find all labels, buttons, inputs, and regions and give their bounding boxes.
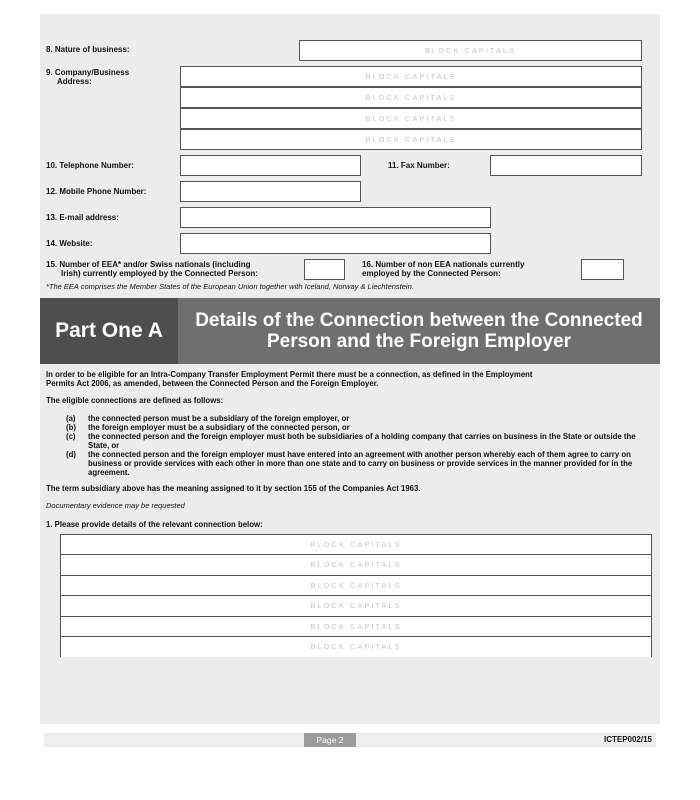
connection-item: [46, 414, 644, 423]
address-label-line1: 9. Company/Business: [46, 68, 130, 77]
address-input-line1[interactable]: BLOCK CAPITALS: [180, 66, 642, 87]
nature-of-business-input[interactable]: BLOCK CAPITALS: [299, 40, 642, 61]
connection-details-line5[interactable]: BLOCK CAPITALS: [60, 616, 652, 637]
mobile-input[interactable]: [180, 181, 361, 202]
connection-text: the connected person and the foreign employer must both be subsidiaries of a holding company that carries on business in the State or outside the State, or: [88, 432, 636, 450]
telephone-label: 10. Telephone Number:: [46, 161, 134, 170]
evidence-note: Documentary evidence may be requested: [46, 501, 185, 510]
connection-details-line1[interactable]: BLOCK CAPITALS: [60, 534, 652, 555]
non-eea-count-label-line2: employed by the Connected Person:: [362, 269, 501, 278]
intro-line1: In order to be eligible for an Intra-Company Transfer Employment Permit there must be a connection, as defined in the Employment: [46, 370, 533, 379]
fax-input[interactable]: [490, 155, 642, 176]
mobile-label: 12. Mobile Phone Number:: [46, 187, 147, 196]
connection-key: (b): [66, 423, 76, 432]
address-input-line4[interactable]: BLOCK CAPITALS: [180, 129, 642, 150]
website-label: 14. Website:: [46, 239, 93, 248]
subsidiary-note: The term subsidiary above has the meaning assigned to it by section 155 of the Companies Act 1963.: [46, 484, 421, 493]
eea-count-label-line2: Irish) currently employed by the Connected Person:: [61, 269, 258, 278]
connection-details-line6[interactable]: BLOCK CAPITALS: [60, 636, 652, 657]
connection-item: [46, 423, 644, 432]
connection-item: [46, 432, 644, 450]
document-code: ICTEP002/15: [603, 735, 652, 744]
connection-text: the connected person must be a subsidiary of the foreign employer, or: [88, 414, 350, 423]
connection-item: [46, 450, 644, 477]
intro-line2: Permits Act 2006, as amended, between the Connected Person and the Foreign Employer.: [46, 379, 379, 388]
eea-count-label-line1: 15. Number of EEA* and/or Swiss nationals (including: [46, 260, 251, 269]
connection-key: (d): [66, 450, 76, 459]
question-1: 1. Please provide details of the relevant connection below:: [46, 520, 263, 529]
connection-text: the foreign employer must be a subsidiary of the connected person, or: [88, 423, 350, 432]
email-input[interactable]: [180, 207, 491, 228]
section-part-label: Part One A: [40, 298, 178, 364]
connection-details-line3[interactable]: BLOCK CAPITALS: [60, 575, 652, 596]
address-input-line3[interactable]: BLOCK CAPITALS: [180, 108, 642, 129]
page-number: Page 2: [304, 733, 356, 747]
nature-of-business-label: 8. Nature of business:: [46, 45, 130, 54]
non-eea-count-label-line1: 16. Number of non EEA nationals currently: [362, 260, 525, 269]
fax-label: 11. Fax Number:: [388, 161, 450, 170]
eea-count-input[interactable]: [304, 259, 345, 280]
connection-text: the connected person and the foreign employer must have entered into an agreement with another person whereby each of them agree to carry on business or provide services with each other in more than one state and to carry on business or provide services in the manner provided for in the agreement.: [88, 450, 633, 477]
connection-details-line4[interactable]: BLOCK CAPITALS: [60, 595, 652, 616]
non-eea-count-input[interactable]: [581, 259, 624, 280]
address-input-line2[interactable]: BLOCK CAPITALS: [180, 87, 642, 108]
email-label: 13. E-mail address:: [46, 213, 119, 222]
section-title: Details of the Connection between the Connected Person and the Foreign Employer: [178, 298, 660, 364]
connection-key: (c): [66, 432, 76, 441]
address-label-line2: Address:: [57, 77, 92, 86]
connection-key: (a): [66, 414, 76, 423]
eea-footnote: *The EEA comprises the Member States of the European Union together with Iceland, Norway & Liechtenstein.: [46, 282, 414, 291]
website-input[interactable]: [180, 233, 491, 254]
telephone-input[interactable]: [180, 155, 361, 176]
eligible-heading: The eligible connections are defined as follows:: [46, 396, 224, 405]
connection-details-line2[interactable]: BLOCK CAPITALS: [60, 554, 652, 575]
